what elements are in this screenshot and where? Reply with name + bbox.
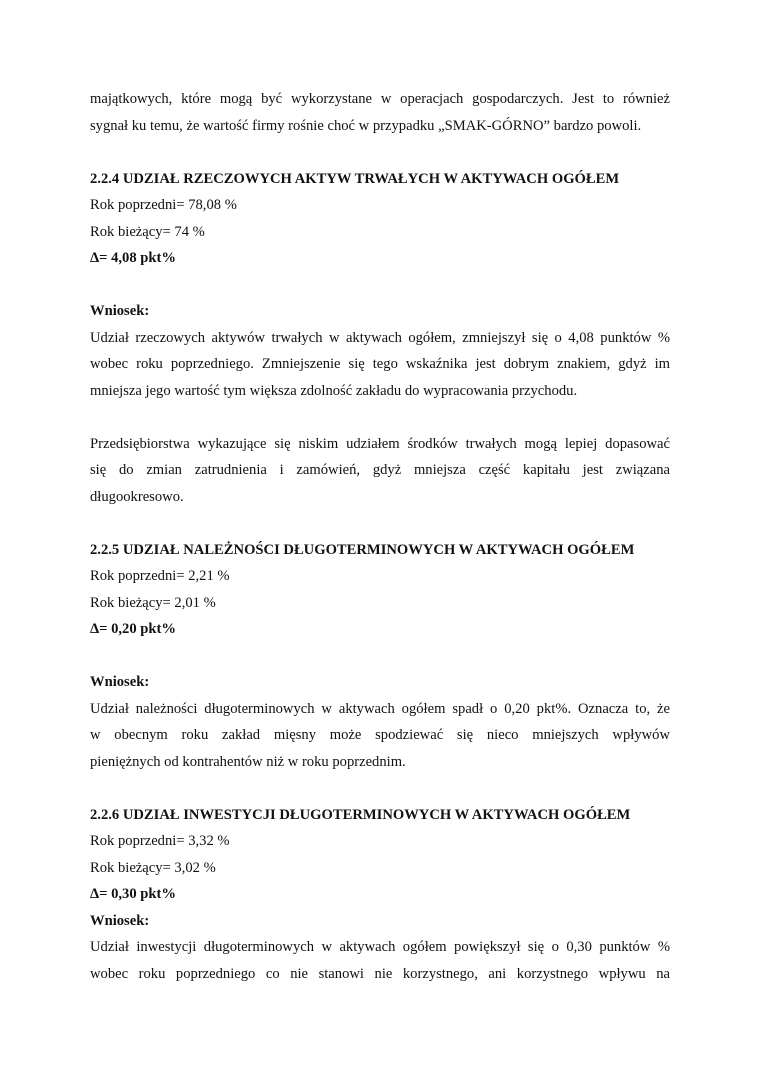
paragraph — [90, 431, 670, 511]
intro-paragraph — [90, 86, 670, 139]
current-year-value: Rok bieżący= 74 % — [90, 223, 205, 240]
section-heading: 2.2.5 UDZIAŁ NALEŻNOŚCI DŁUGOTERMINOWYCH W AKTYWACH OGÓŁEM — [90, 541, 635, 558]
paragraph-line: pieniężnych od kontrahentów niż w roku poprzednim. — [90, 753, 406, 770]
paragraph-line: Udział rzeczowych aktywów trwałych w aktywach ogółem, zmniejszył się o 4,08 punktów % — [90, 329, 670, 346]
delta-value: Δ= 0,20 pkt% — [90, 621, 176, 637]
section-heading: 2.2.6 UDZIAŁ INWESTYCJI DŁUGOTERMINOWYCH W AKTYWACH OGÓŁEM — [90, 806, 631, 823]
current-year-value: Rok bieżący= 3,02 % — [90, 859, 216, 876]
delta-value: Δ= 0,30 pkt% — [90, 886, 176, 902]
conclusion-label: Wniosek: — [90, 912, 150, 929]
paragraph-line: Udział inwestycji długoterminowych w aktywach ogółem powiększył się o 0,30 punktów % — [90, 939, 670, 955]
spacer — [90, 404, 670, 431]
paragraph-line: w obecnym roku zakład mięsny może spodziewać się nieco mniejszych wpływów — [90, 727, 670, 743]
section-2-2-4 — [90, 166, 670, 511]
paragraph-line: wobec roku poprzedniego. Zmniejszenie się tego wskaźnika jest dobrym znakiem, gdyż im — [90, 356, 670, 372]
paragraph-line: wobec roku poprzedniego co nie stanowi nie korzystnego, ani korzystnego wpływu na — [90, 965, 670, 982]
spacer — [90, 643, 670, 670]
conclusion-paragraph — [90, 934, 670, 987]
previous-year-value: Rok poprzedni= 78,08 % — [90, 197, 237, 213]
conclusion-label: Wniosek: — [90, 674, 150, 690]
conclusion-paragraph — [90, 325, 670, 405]
spacer — [90, 272, 670, 299]
previous-year-value: Rok poprzedni= 3,32 % — [90, 833, 230, 849]
previous-year-value: Rok poprzedni= 2,21 % — [90, 568, 230, 584]
conclusion-label: Wniosek: — [90, 303, 150, 319]
conclusion-paragraph — [90, 696, 670, 776]
document-page — [90, 86, 670, 987]
delta-value: Δ= 4,08 pkt% — [90, 250, 176, 266]
section-2-2-6 — [90, 802, 670, 988]
paragraph-line: się do zmian zatrudnienia i zamówień, gdyż mniejsza część kapitału jest związana — [90, 462, 670, 478]
paragraph-line: Udział należności długoterminowych w aktywach ogółem spadł o 0,20 pkt%. Oznacza to, że — [90, 700, 670, 717]
paragraph-line: sygnał ku temu, że wartość firmy rośnie choć w przypadku „SMAK-GÓRNO” bardzo powoli. — [90, 117, 642, 134]
paragraph-line: majątkowych, które mogą być wykorzystane w operacjach gospodarczych. Jest to również — [90, 91, 670, 107]
section-heading: 2.2.4 UDZIAŁ RZECZOWYCH AKTYW TRWAŁYCH W AKTYWACH OGÓŁEM — [90, 170, 620, 187]
spacer — [90, 510, 670, 537]
paragraph-line: Przedsiębiorstwa wykazujące się niskim udziałem środków trwałych mogą lepiej dopasować — [90, 435, 670, 452]
paragraph-line: długookresowo. — [90, 488, 184, 505]
spacer — [90, 139, 670, 166]
current-year-value: Rok bieżący= 2,01 % — [90, 594, 216, 611]
spacer — [90, 775, 670, 802]
section-2-2-5 — [90, 537, 670, 776]
paragraph-line: mniejsza jego wartość tym większa zdolność zakładu do wypracowania przychodu. — [90, 382, 578, 399]
